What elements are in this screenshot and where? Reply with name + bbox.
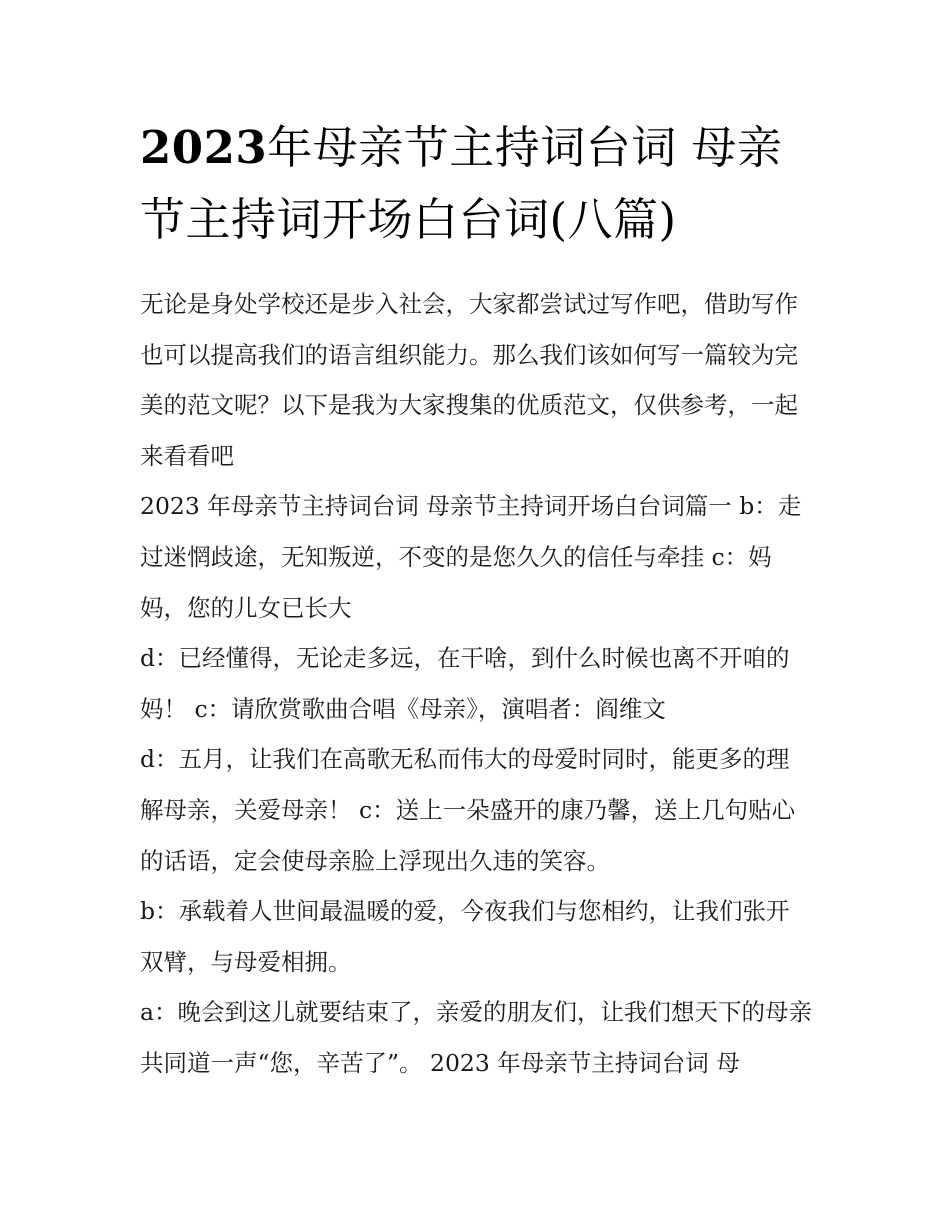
body-paragraph: d：五月，让我们在高歌无私而伟大的母爱时同时，能更多的理解母亲，关爱母亲！ c：送上一朵盛开的康乃馨，送上几句贴心的话语，定会使母亲脸上浮现出久违的笑容。 [140,745,796,875]
title-text: 年母亲节主持词台词 母亲节主持词开场白台词(八篇) [140,121,783,246]
document-body [140,279,812,1089]
title-year: 2023 [140,121,268,174]
document-title [140,112,820,256]
body-paragraph: a：晚会到这儿就要结束了，亲爱的朋友们，让我们想天下的母亲共同道一声“您，辛苦了”。 2023 年母亲节主持词台词 母 [140,998,813,1077]
body-paragraph: 2023 年母亲节主持词台词 母亲节主持词开场白台词篇一 b：走过迷惘歧途，无知叛逆，不变的是您久久的信任与牵挂 c：妈妈，您的儿女已长大 [140,492,802,622]
intro-paragraph: 无论是身处学校还是步入社会，大家都尝试过写作吧，借助写作也可以提高我们的语言组织能力。那么我们该如何写一篇较为完美的范文呢？以下是我为大家搜集的优质范文，仅供参考，一起来看看吧 [140,290,798,470]
body-paragraph: b：承载着人世间最温暖的爱，今夜我们与您相约，让我们张开双臂，与母爱相拥。 [140,897,790,976]
body-paragraph: d：已经懂得，无论走多远，在干啥，到什么时候也离不开咱的妈！ c：请欣赏歌曲合唱《母亲》，演唱者：阎维文 [140,644,790,723]
